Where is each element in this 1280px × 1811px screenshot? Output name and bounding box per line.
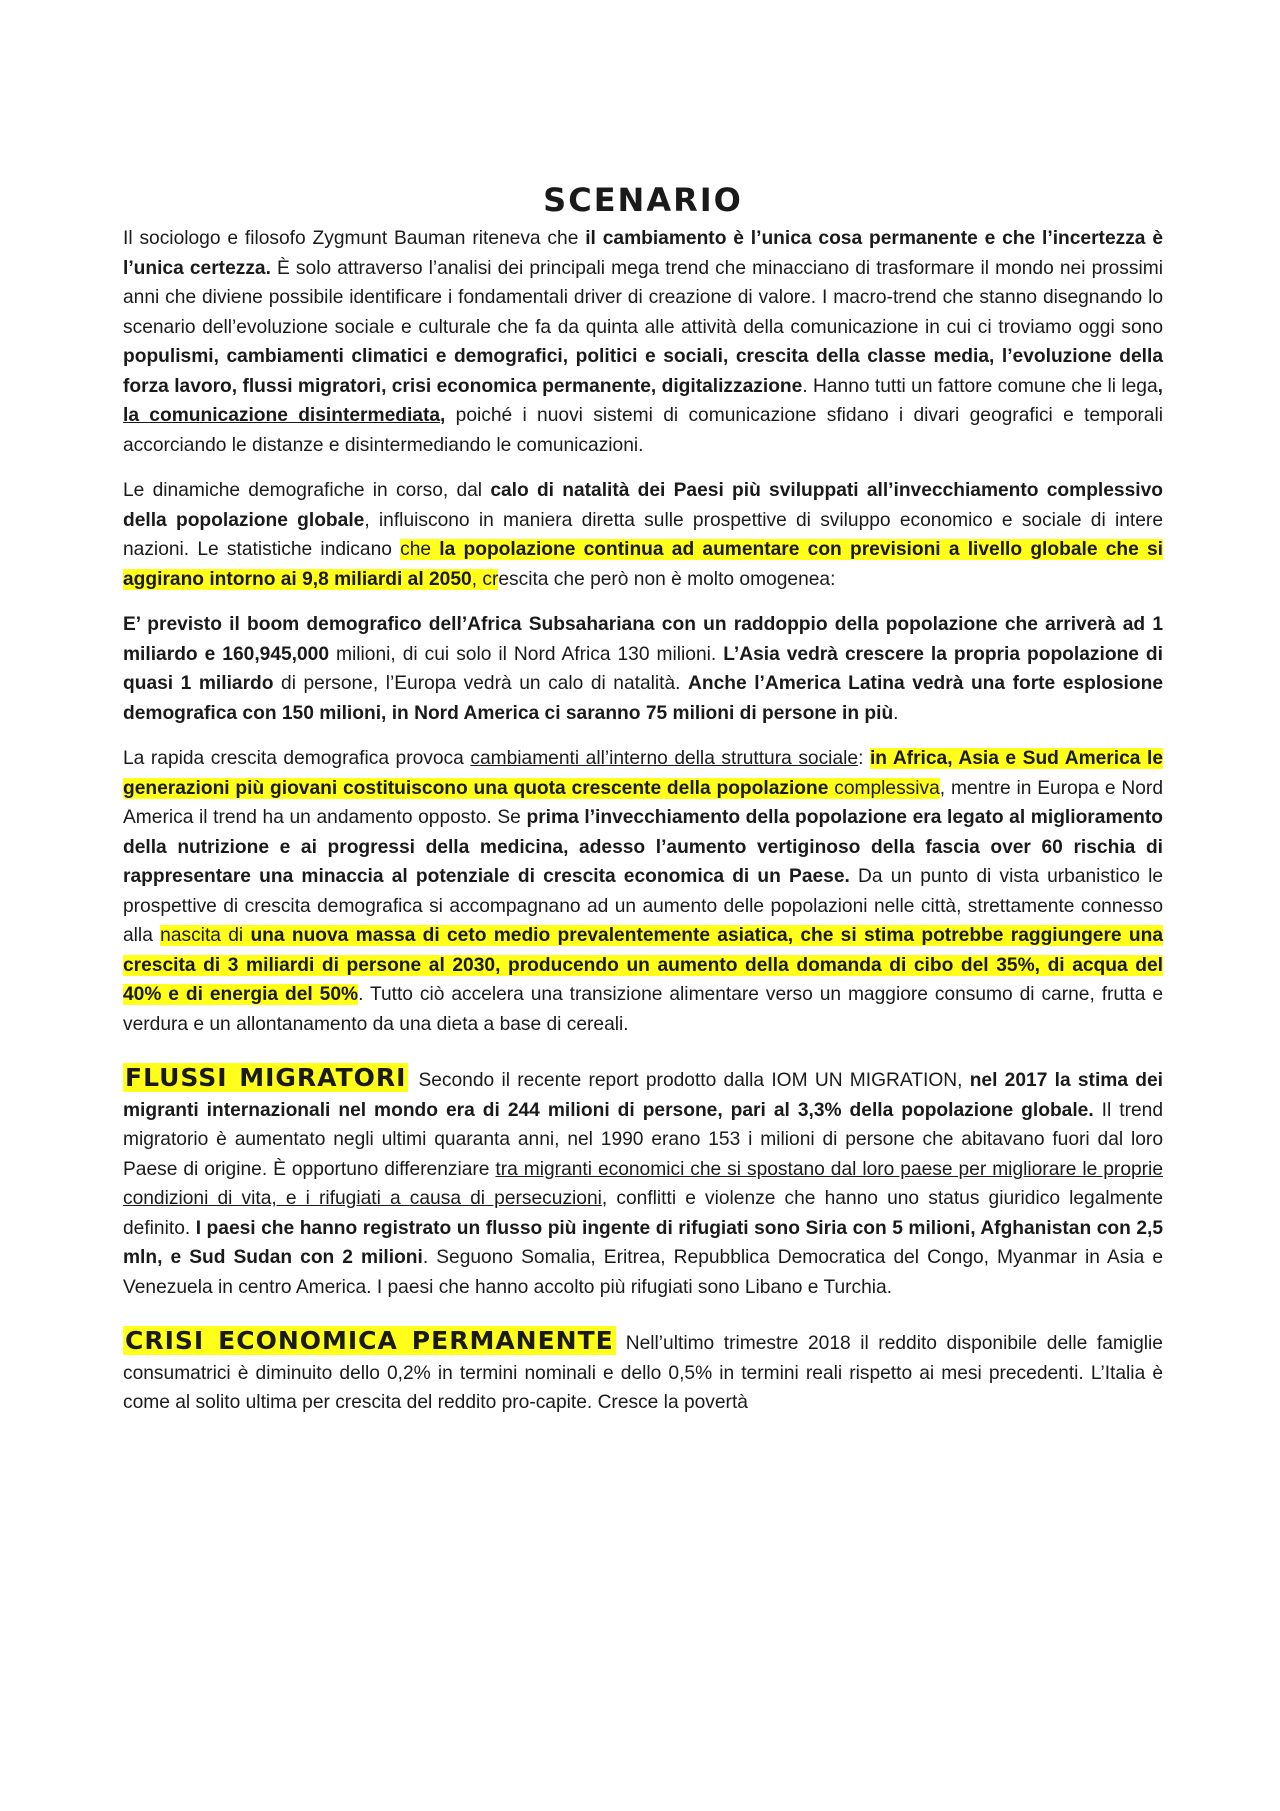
text-run: La rapida crescita demografica provoca: [123, 748, 471, 769]
text-run: . Hanno tutti un fattore comune che li lega: [802, 375, 1158, 397]
section-heading-economic-crisis: CRISI ECONOMICA PERMANENTE: [125, 1326, 614, 1355]
text-run-bold: nel 2017 la stima dei migranti internazionali nel mondo era di 244 milioni di persone, pari al 3,3% della popolazione globale.: [123, 1070, 1163, 1121]
text-run-bold: populismi, cambiamenti climatici e demografici, politici e sociali, crescita della classe media, l’evoluzione della forza lavoro, flussi migratori, crisi economica permanente, digitalizzazione: [123, 346, 1163, 397]
paragraph-regional-growth: [123, 610, 1163, 728]
paragraph-intro: [123, 224, 1163, 460]
text-run: di persone, l’Europa vedrà un calo di natalità.: [273, 673, 689, 694]
text-run: , influiscono in maniera diretta sulle prospettive di sviluppo economico e sociale di intere nazioni. Le statistiche indicano: [123, 509, 1163, 560]
text-run-highlight: nascita di: [160, 925, 251, 946]
paragraph-migration: [123, 1063, 1163, 1302]
text-run: , conflitti e violenze che hanno uno status giuridico legalmente definito.: [123, 1188, 1163, 1239]
text-run: Il trend migratorio è aumentato negli ultimi quaranta anni, nel 1990 erano 153 i milioni di persone che abitavano fuori dal loro Paese di origine. È opportuno differenziare: [123, 1099, 1163, 1180]
text-run-underline: cambiamenti all’interno della struttura sociale: [470, 748, 859, 769]
paragraph-demographics: [123, 476, 1163, 594]
text-run-underline: tra migranti economici che si spostano dal loro paese per migliorare le proprie condizioni di vita, e i rifugiati a causa di persecuzioni: [123, 1158, 1163, 1209]
text-run-highlight: , cr: [471, 568, 499, 590]
text-run: milioni, di cui solo il Nord Africa 130 milioni.: [329, 643, 724, 665]
text-run-bold: Anche l’America Latina vedrà una forte esplosione demografica con 150 milioni, in Nord America ci saranno 75 milioni di persone in più: [123, 673, 1163, 724]
text-run-bold-underline: , la comunicazione disintermediata,: [123, 375, 1163, 426]
text-run: :: [858, 748, 870, 769]
text-run: Da un punto di vista urbanistico le prospettive di crescita demografica si accompagnano ad un aumento delle popolazioni nelle città, strettamente connesso alla: [123, 866, 1163, 946]
page-title: SCENARIO: [543, 181, 743, 219]
paragraph-economic-crisis: [123, 1326, 1163, 1418]
text-run: Il sociologo e filosofo Zygmunt Bauman riteneva che: [123, 228, 586, 249]
text-run-bold: prima l’invecchiamento della popolazione era legato al miglioramento della nutrizione e ai progressi della medicina, adesso l’aumento vertiginoso della fascia over 60 rischia di rappresentare una minaccia al potenziale di crescita economica di un Paese.: [123, 807, 1164, 887]
text-run: escita che però non è molto omogenea:: [498, 568, 836, 590]
text-run-bold-highlight: la popolazione continua ad aumentare con previsioni a livello globale che si aggirano intorno ai 9,8 miliardi al 2050: [123, 539, 1163, 590]
text-run: , mentre in Europa e Nord America il trend ha un andamento opposto. Se: [123, 777, 1163, 828]
text-run: Secondo il recente report prodotto dalla IOM UN MIGRATION,: [418, 1070, 970, 1091]
text-run: poiché i nuovi sistemi di comunicazione sfidano i divari geografici e temporali accorciando le distanze e disintermediando le comunicazioni.: [123, 405, 1163, 456]
text-run-highlight: che: [400, 539, 440, 560]
text-run: Nell’ultimo trimestre 2018 il reddito disponibile delle famiglie consumatrici è diminuito dello 0,2% in termini nominali e dello 0,5% in termini reali rispetto ai mesi precedenti. L’Italia è come al solito ultima per crescita del reddito pro-capite. Cresce la povertà: [123, 1333, 1163, 1413]
text-run-bold-highlight: in Africa, Asia e Sud America le generazioni più giovani costituiscono una quota crescente della popolazione: [123, 748, 1163, 799]
section-heading-migration: FLUSSI MIGRATORI: [125, 1063, 407, 1092]
text-run-bold: L’Asia vedrà crescere la propria popolazione di quasi 1 miliardo: [123, 643, 1163, 694]
text-run: . Seguono Somalia, Eritrea, Repubblica Democratica del Congo, Myanmar in Asia e Venezuela in centro America. I paesi che hanno accolto più rifugiati sono Libano e Turchia.: [123, 1247, 1163, 1298]
text-run: Le dinamiche demografiche in corso, dal: [123, 480, 491, 501]
text-run-bold: calo di natalità dei Paesi più sviluppati all’invecchiamento complessivo della popolazione globale: [123, 480, 1163, 531]
document-body: [123, 182, 1163, 1434]
text-run-bold: E’ previsto il boom demografico dell’Africa Subsahariana con un raddoppio della popolazione che arriverà ad 1 miliardo e 160,945,000: [123, 614, 1163, 665]
paragraph-social-structure: [123, 744, 1163, 1039]
text-run-bold: il cambiamento è l’unica cosa permanente e che l’incertezza è l’unica certezza.: [123, 228, 1163, 279]
text-run: .: [893, 702, 899, 724]
text-run-bold: I paesi che hanno registrato un flusso più ingente di rifugiati sono Siria con 5 milioni, Afghanistan con 2,5 mln, e Sud Sudan con 2 milioni: [123, 1217, 1163, 1268]
text-run: . Tutto ciò accelera una transizione alimentare verso un maggiore consumo di carne, frutta e verdura e un allontanamento da una dieta a base di cereali.: [123, 984, 1163, 1035]
text-run: È solo attraverso l’analisi dei principali mega trend che minacciano di trasformare il mondo nei prossimi anni che diviene possibile identificare i fondamentali driver di creazione di valore. I macro-trend che stanno disegnando lo scenario dell’evoluzione sociale e culturale che fa da quinta alle attività della comunicazione in cui ci troviamo oggi sono: [123, 257, 1163, 338]
text-run-bold-highlight: una nuova massa di ceto medio prevalentemente asiatica, che si stima potrebbe raggiungere una crescita di 3 miliardi di persone al 2030, producendo un aumento della domanda di cibo del 35%, di acqua del 40% e di energia del 50%: [123, 925, 1163, 1005]
text-run-highlight: complessiva: [828, 777, 940, 799]
